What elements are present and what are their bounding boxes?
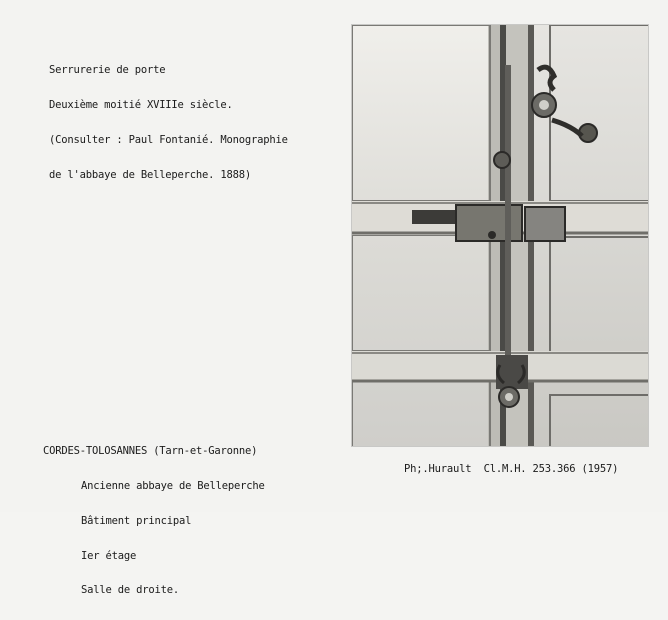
caption-reference: (Consulter : Paul Fontanié. Monographie bbox=[49, 133, 288, 146]
caption-title: Serrurerie de porte bbox=[49, 64, 166, 77]
building: Bâtiment principal bbox=[81, 514, 192, 527]
bottom-caption bbox=[43, 423, 265, 620]
door-lock-photograph bbox=[351, 24, 649, 447]
floor: Ier étage bbox=[81, 549, 137, 562]
location-heading: CORDES-TOLOSANNES (Tarn-et-Garonne) bbox=[43, 445, 258, 458]
photo-drawing bbox=[352, 25, 649, 447]
site-name: Ancienne abbaye de Belleperche bbox=[81, 479, 265, 492]
photo-credit: Ph;.Hurault Cl.M.H. 253.366 (1957) bbox=[404, 463, 619, 475]
caption-reference-cont: de l'abbaye de Belleperche. 1888) bbox=[49, 168, 252, 181]
top-caption bbox=[49, 42, 288, 204]
room: Salle de droite. bbox=[81, 584, 179, 597]
caption-date: Deuxième moitié XVIIIe siècle. bbox=[49, 98, 233, 111]
